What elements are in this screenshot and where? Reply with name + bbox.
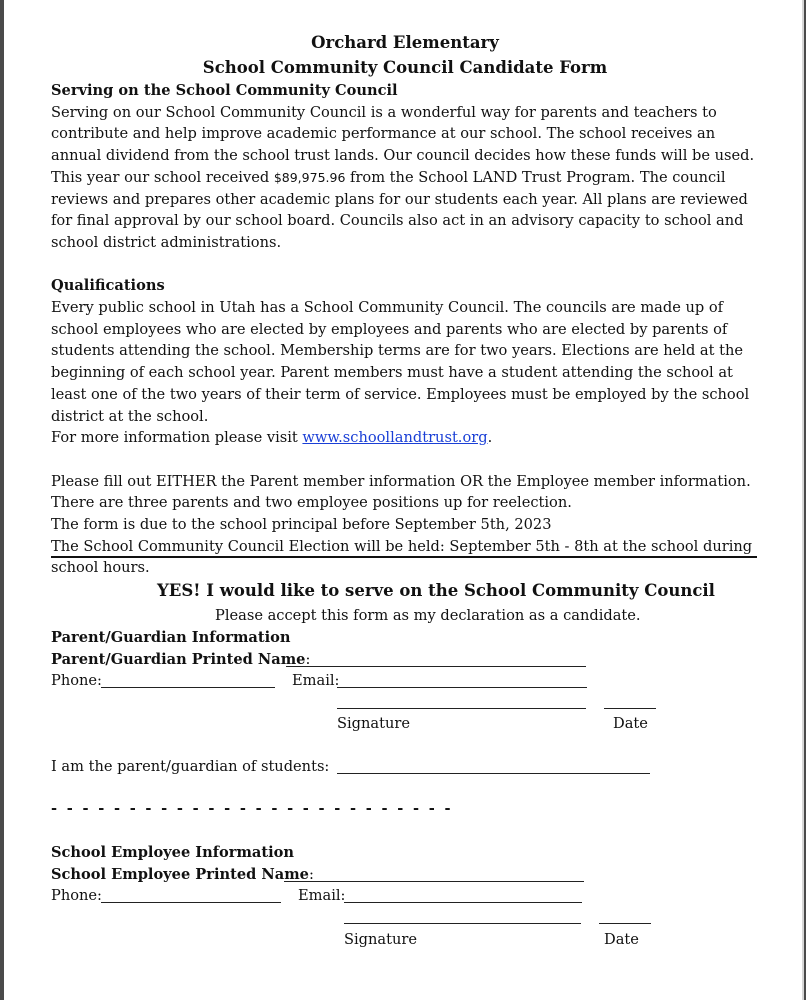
dividend-amount: $89,975.96 bbox=[273, 169, 346, 185]
parent-phone-label: Phone: bbox=[51, 672, 102, 689]
form-intro bbox=[51, 30, 759, 579]
parent-name-field[interactable] bbox=[286, 666, 586, 667]
employee-section-heading: School Employee Information bbox=[51, 844, 294, 861]
employee-date-label: Date bbox=[604, 931, 639, 948]
more-info-suffix: . bbox=[487, 429, 493, 447]
parent-name-colon: : bbox=[305, 651, 311, 668]
employee-name-colon: : bbox=[308, 866, 314, 883]
accept-text: Please accept this form as my declaration as a candidate. bbox=[215, 607, 641, 624]
serving-text-2: from the School LAND Trust Program. The council reviews and prepares other academic plans for our students each year. All plans are reviewed for final approval by our school board. Councils also act in an advisory capacity to school and school district administrations. bbox=[51, 168, 748, 251]
page-edge bbox=[802, 0, 804, 1000]
employee-email-label: Email: bbox=[298, 887, 346, 904]
employee-name-field[interactable] bbox=[284, 881, 584, 882]
school-name: Orchard Elementary bbox=[311, 33, 499, 52]
section-divider bbox=[51, 556, 757, 558]
parent-email-label: Email: bbox=[292, 672, 340, 689]
employee-date-field[interactable] bbox=[599, 923, 651, 924]
instruction-line-3: The form is due to the school principal before September 5th, 2023 bbox=[51, 516, 552, 534]
section-separator: - - - - - - - - - - - - - - - - - - - - - - - - - - bbox=[51, 800, 453, 817]
serving-text-1: Serving on our School Community Council is a wonderful way for parents and teachers to contribute and help improve academic performance at our school. The school receives an annual dividend from the school trust lands. Our council decides how these funds will be used. This year our school received bbox=[51, 103, 755, 186]
instruction-line-1: Please fill out EITHER the Parent member information OR the Employee member information. bbox=[51, 472, 751, 490]
employee-name-row bbox=[51, 864, 314, 885]
employee-name-label: School Employee Printed Name bbox=[51, 866, 309, 883]
yes-heading: YES! I would like to serve on the School Community Council bbox=[157, 581, 715, 600]
serving-heading: Serving on the School Community Council bbox=[51, 82, 398, 99]
form-title: School Community Council Candidate Form bbox=[202, 58, 608, 77]
parent-signature-field[interactable] bbox=[337, 708, 586, 709]
employee-phone-label: Phone: bbox=[51, 887, 102, 904]
students-label: I am the parent/guardian of students: bbox=[51, 758, 330, 775]
more-info-line bbox=[51, 427, 759, 449]
employee-phone-field[interactable] bbox=[101, 902, 281, 903]
parent-date-field[interactable] bbox=[604, 708, 656, 709]
employee-signature-field[interactable] bbox=[344, 923, 581, 924]
document-page bbox=[4, 0, 804, 1000]
students-field[interactable] bbox=[337, 773, 650, 774]
parent-phone-field[interactable] bbox=[101, 687, 275, 688]
parent-section-heading: Parent/Guardian Information bbox=[51, 629, 291, 646]
employee-signature-label: Signature bbox=[344, 931, 417, 948]
more-info-prefix: For more information please visit bbox=[51, 429, 303, 447]
schoollandtrust-link[interactable]: www.schoollandtrust.org bbox=[302, 429, 488, 447]
instruction-line-4: The School Community Council Election will be held: September 5th - 8th at the school during school hours. bbox=[51, 537, 753, 577]
parent-email-field[interactable] bbox=[337, 687, 587, 688]
parent-name-label: Parent/Guardian Printed Name bbox=[51, 651, 306, 668]
serving-paragraph bbox=[51, 102, 759, 254]
parent-date-label: Date bbox=[613, 715, 648, 732]
qualifications-paragraph: Every public school in Utah has a School Community Council. The councils are made up of school employees who are elected by employees and parents who are elected by parents of students attending the school. Membership terms are for two years. Elections are held at the beginning of each school year. Parent members must have a student attending the school at least one of the two years of their term of service. Employees must be employed by the school district at the school. bbox=[51, 299, 750, 425]
parent-name-row bbox=[51, 649, 310, 670]
instruction-line-2: There are three parents and two employee positions up for reelection. bbox=[51, 494, 572, 512]
parent-signature-label: Signature bbox=[337, 715, 410, 732]
employee-email-field[interactable] bbox=[344, 902, 582, 903]
qualifications-heading: Qualifications bbox=[51, 277, 165, 295]
